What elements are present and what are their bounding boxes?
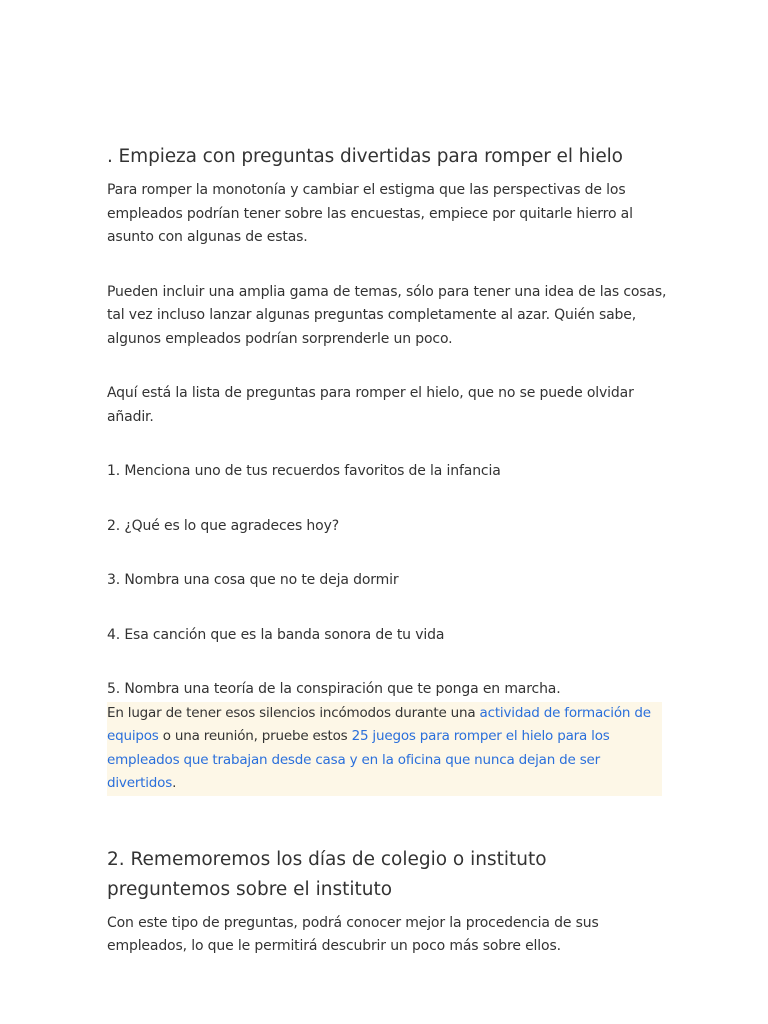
section-heading-school: 2. Rememoremos los días de colegio o instituto preguntemos sobre el instituto	[107, 848, 547, 900]
list-item: 2. ¿Qué es lo que agradeces hoy?	[107, 517, 339, 534]
list-item: 3. Nombra una cosa que no te deja dormir	[107, 572, 399, 588]
callout-text: o una reunión, pruebe estos	[158, 728, 352, 744]
question-list	[107, 460, 667, 702]
callout-text: En lugar de tener esos silencios incómodos durante una	[107, 704, 480, 721]
list-item: 1. Menciona uno de tus recuerdos favoritos de la infancia	[107, 463, 501, 479]
article-body	[107, 142, 667, 959]
callout-text: .	[172, 775, 177, 791]
intro-paragraph: Para romper la monotonía y cambiar el estigma que las perspectivas de los empleados podrían tener sobre las encuestas, empiece por quitarle hierro al asunto con algunas de estas.	[107, 182, 633, 245]
list-intro-paragraph: Aquí está la lista de preguntas para romper el hielo, que no se puede olvidar añadir.	[107, 385, 634, 425]
team-building-link[interactable]: actividad de formación de equipos	[107, 704, 651, 744]
icebreaker-games-link[interactable]: 25 juegos para romper el hielo para los empleados que trabajan desde casa y en la oficina que nunca dejan de ser divertidos	[107, 728, 610, 791]
topics-paragraph: Pueden incluir una amplia gama de temas, sólo para tener una idea de las cosas, tal vez incluso lanzar algunas preguntas completamente al azar. Quién sabe, algunos empleados podrían sorprenderle un poco.	[107, 283, 667, 347]
callout-box	[107, 702, 662, 796]
list-item: 5. Nombra una teoría de la conspiración que te ponga en marcha.	[107, 681, 561, 697]
section-heading-icebreaker: . Empieza con preguntas divertidas para romper el hielo	[107, 146, 623, 167]
list-item: 4. Esa canción que es la banda sonora de tu vida	[107, 626, 445, 643]
school-paragraph: Con este tipo de preguntas, podrá conocer mejor la procedencia de sus empleados, lo que le permitirá descubrir un poco más sobre ellos.	[107, 914, 599, 954]
